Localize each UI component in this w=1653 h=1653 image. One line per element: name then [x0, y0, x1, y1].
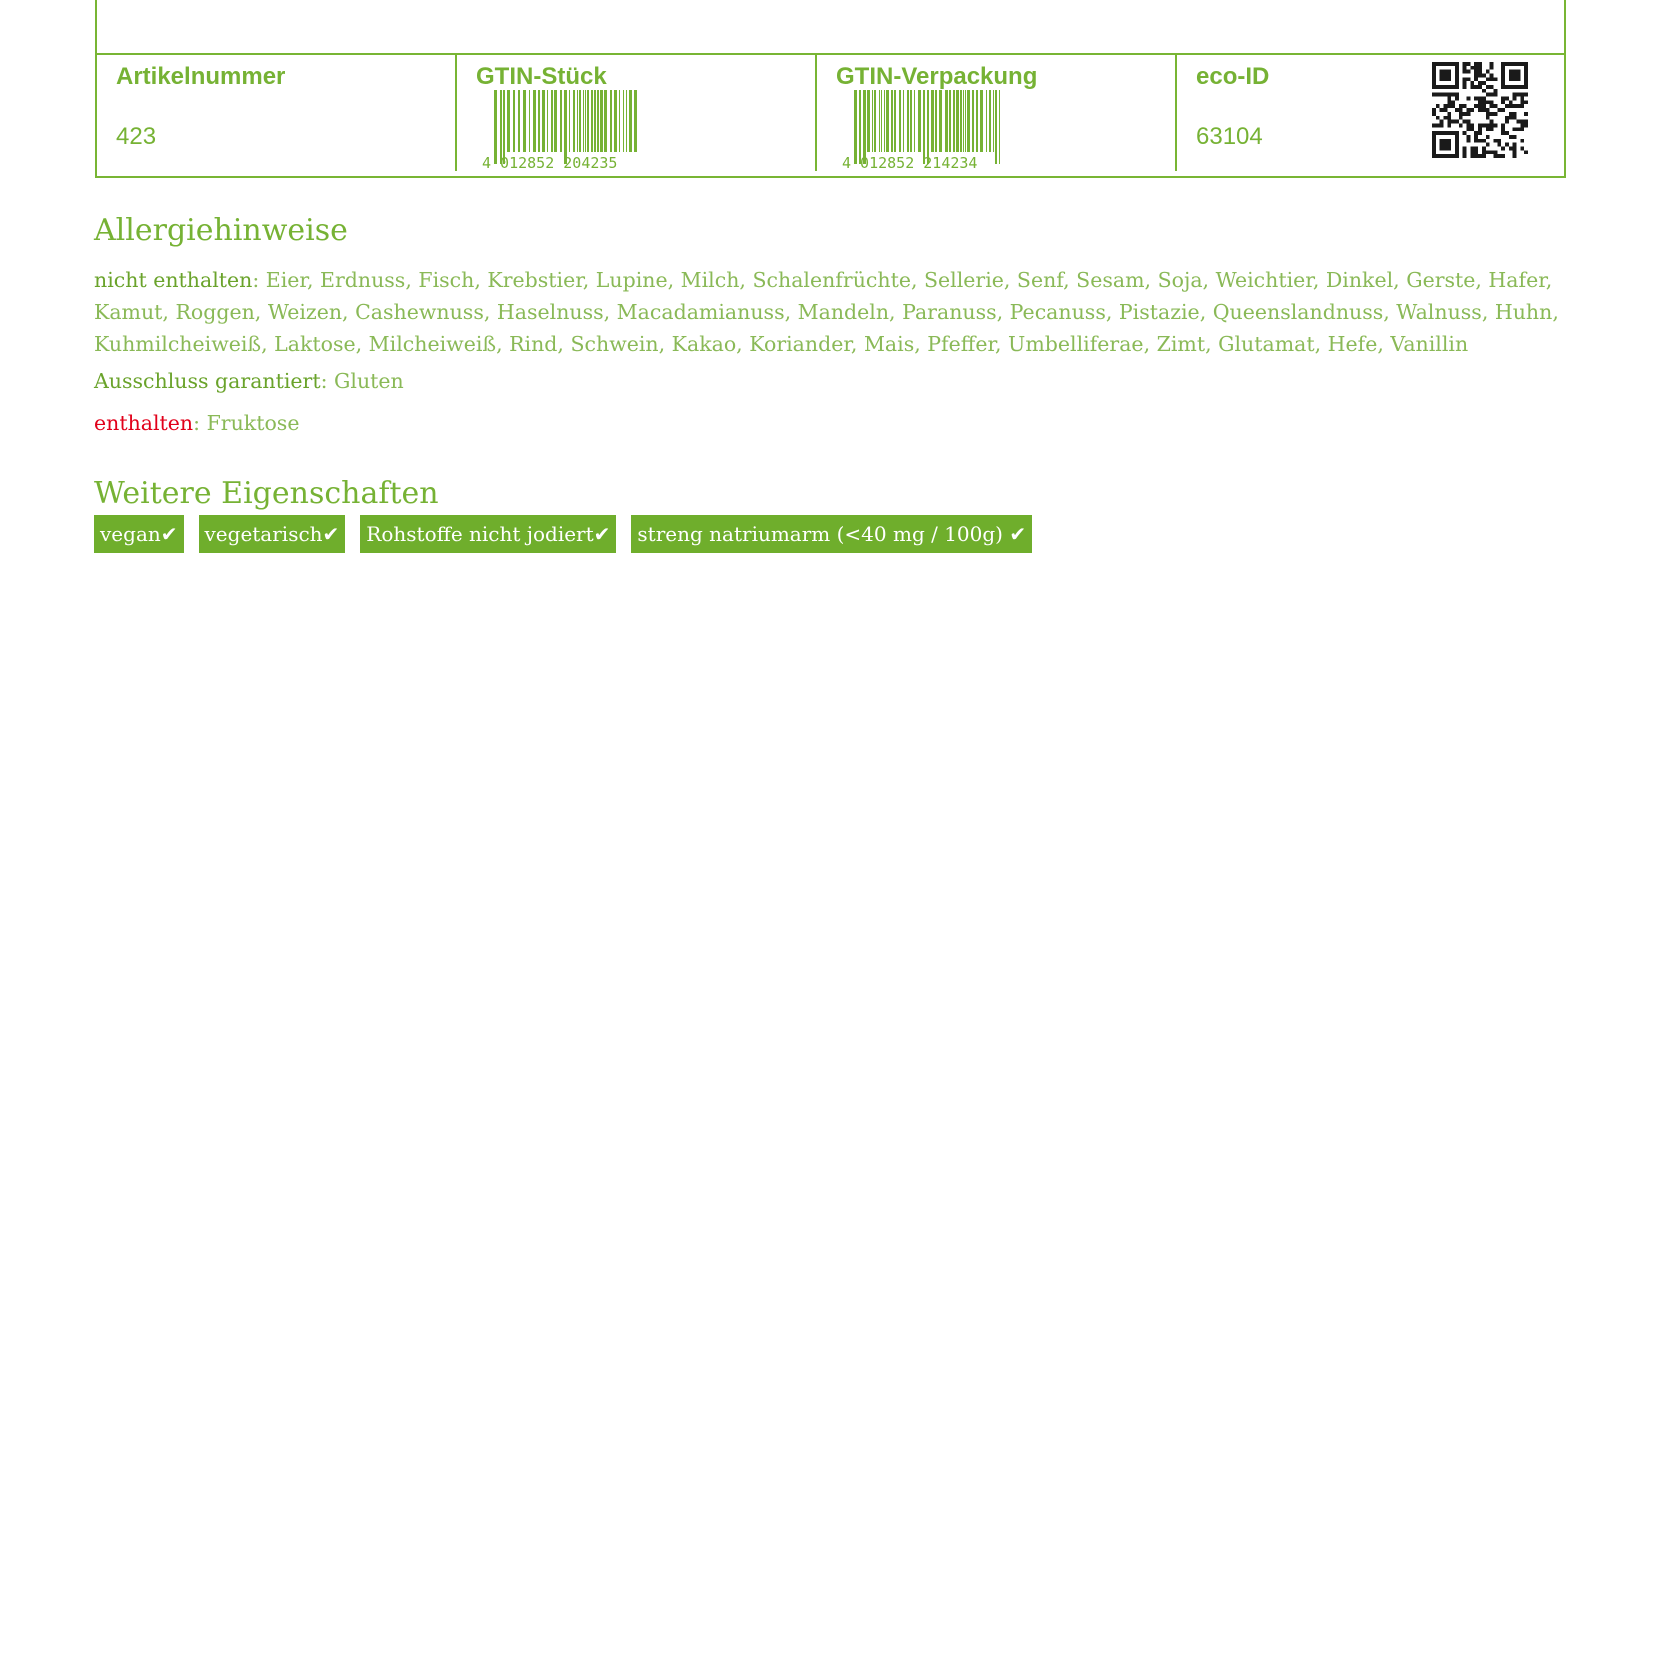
barcode-bar [995, 90, 997, 164]
barcode-bar [867, 90, 870, 152]
barcode-bar [949, 90, 951, 152]
barcode-bar [507, 90, 510, 152]
not-contained-label: nicht enthalten [94, 268, 253, 292]
barcode-bar [989, 90, 991, 152]
gtin-piece-barcode [480, 90, 655, 170]
barcode-bar [927, 90, 929, 164]
barcode-bar [907, 90, 909, 152]
barcode-bar [859, 90, 861, 164]
barcode-bar [972, 90, 974, 152]
allergy-not-contained: nicht enthalten: Eier, Erdnuss, Fisch, Krebstier, Lupine, Milch, Schalenfrüchte, Sellerie, Senf, Sesam, Soja, Weichtier, Dinkel, Gerste, Hafer, Kamut, Roggen, Weizen, Cashewnuss, Haselnuss, Macadamianuss, Mandeln, Paranuss, Pecanuss, Pistazie, Queenslandnuss, Walnuss, Huhn, Kuhmilcheiweiß, Laktose, Milcheiweiß, Rind, Schwein, Kakao, Koriander, Mais, Pfeffer, Umbelliferae, Zimt, Glutamat, Hefe, Vanillin [94, 268, 1559, 356]
barcode-bar [569, 90, 570, 152]
barcode-bar [533, 90, 536, 152]
barcode-bar [560, 90, 562, 152]
barcode-digits: 4 012852 204235 [482, 154, 618, 170]
allergy-title: Allergiehinweise [94, 213, 348, 248]
barcode-bar [494, 90, 497, 164]
barcode-bar [500, 90, 502, 164]
eco-id-value: 63104 [1196, 123, 1263, 150]
properties-title: Weitere Eigenschaften [94, 476, 439, 511]
article-number-cell [97, 55, 457, 171]
barcode-bar [579, 90, 581, 152]
barcode-bar [881, 90, 882, 152]
barcode-bar [600, 90, 603, 152]
product-info-table [95, 0, 1566, 178]
barcode-bar [935, 90, 937, 152]
barcode-bar [891, 90, 893, 152]
barcode-bar [965, 90, 966, 152]
barcode-bar [903, 90, 904, 152]
barcode-bar [503, 90, 505, 164]
barcode-bar [587, 90, 589, 152]
barcode-bar [886, 90, 889, 152]
barcode-bar [554, 90, 557, 152]
barcode-digits: 4 012852 214234 [842, 154, 978, 170]
barcode-bar [910, 90, 912, 152]
barcode-bar [573, 90, 575, 152]
barcode-bar [542, 90, 545, 152]
barcode-bar [956, 90, 959, 152]
barcode-bar [999, 90, 1000, 164]
barcode-bar [513, 90, 515, 152]
tag-low-sodium: streng natriumarm (<40 mg / 100g) ✔ [631, 515, 1032, 553]
barcode-bar [923, 90, 925, 164]
barcode-bar [529, 90, 530, 152]
tag-vegetarian: vegetarisch✔ [199, 515, 346, 553]
barcode-bar [899, 90, 901, 152]
excluded-label: Ausschluss garantiert [94, 369, 321, 393]
barcode-bar [523, 90, 526, 152]
barcode-bar [614, 90, 617, 152]
barcode-bar [986, 90, 987, 152]
barcode-bar [918, 90, 921, 152]
barcode-bar [863, 90, 866, 164]
barcode-bar [604, 90, 607, 152]
barcode-bar [879, 90, 880, 152]
barcode-bar [619, 90, 620, 152]
gtin-package-cell [817, 55, 1177, 171]
barcode-bar [894, 90, 896, 152]
barcode-bar [963, 90, 964, 152]
barcode-bar [967, 90, 970, 152]
barcode-bar [594, 90, 596, 152]
article-number-label: Artikelnummer [116, 63, 286, 90]
article-number-value: 423 [116, 123, 157, 150]
gtin-package-label: GTIN-Verpackung [836, 63, 1038, 90]
barcode-bar [577, 90, 578, 152]
tag-not-iodized: Rohstoffe nicht jodiert✔ [360, 515, 616, 553]
barcode-bar [591, 90, 593, 152]
not-contained-list: Eier, Erdnuss, Fisch, Krebstier, Lupine, Milch, Schalenfrüchte, Sellerie, Senf, Sesam, Soja, Weichtier, Dinkel, Gerste, Hafer, Kamut, Roggen, Weizen, Cashewnuss, Haselnuss, Macadamianuss, Mandeln, Paranuss, Pecanuss, Pistazie, Queenslandnuss, Walnuss, Huhn, Kuhmilcheiweiß, Laktose, Milcheiweiß, Rind, Schwein, Kakao, Koriander, Mais, Pfeffer, Umbelliferae, Zimt, Glutamat, Hefe, Vanillin [94, 268, 1559, 356]
barcode-bar [884, 90, 885, 152]
contained-value: Fruktose [206, 411, 300, 435]
barcode-bar [872, 90, 873, 152]
barcode-bar [976, 90, 978, 152]
contained-label: enthalten [94, 411, 194, 435]
barcode-bar [610, 90, 612, 152]
barcode-bar [874, 90, 876, 152]
barcode-bar [939, 90, 942, 152]
property-tags [94, 515, 1032, 553]
barcode-bar [597, 90, 599, 152]
barcode-bar [547, 90, 548, 152]
barcode-bar [980, 90, 983, 152]
barcode-bar [626, 90, 627, 152]
excluded-value: Gluten [334, 369, 404, 393]
barcode-bar [538, 90, 540, 152]
barcode-bar [993, 90, 994, 152]
barcode-bar [629, 90, 632, 152]
allergy-contained: enthalten: Fruktose [94, 411, 300, 435]
barcode-bar [634, 90, 637, 152]
qr-code-icon [1432, 62, 1528, 158]
gtin-piece-label: GTIN-Stück [476, 63, 607, 90]
barcode-bar [960, 90, 962, 152]
barcode-bar [623, 90, 624, 152]
barcode-bar [931, 90, 934, 152]
barcode-bar [585, 90, 586, 152]
barcode-bar [518, 90, 520, 152]
barcode-bar [945, 90, 948, 152]
gtin-piece-cell [457, 55, 817, 171]
tag-vegan: vegan✔ [94, 515, 184, 553]
barcode-bar [551, 90, 553, 152]
allergy-excluded: Ausschluss garantiert: Gluten [94, 369, 404, 393]
eco-id-label: eco-ID [1196, 63, 1270, 90]
barcode-bar [583, 90, 584, 152]
barcode-bar [564, 90, 567, 164]
eco-id-cell [1177, 55, 1564, 173]
info-row [97, 55, 1564, 176]
barcode-bar [914, 90, 915, 152]
gtin-package-barcode [840, 90, 1015, 170]
barcode-bar [953, 90, 955, 152]
barcode-bar [854, 90, 857, 164]
